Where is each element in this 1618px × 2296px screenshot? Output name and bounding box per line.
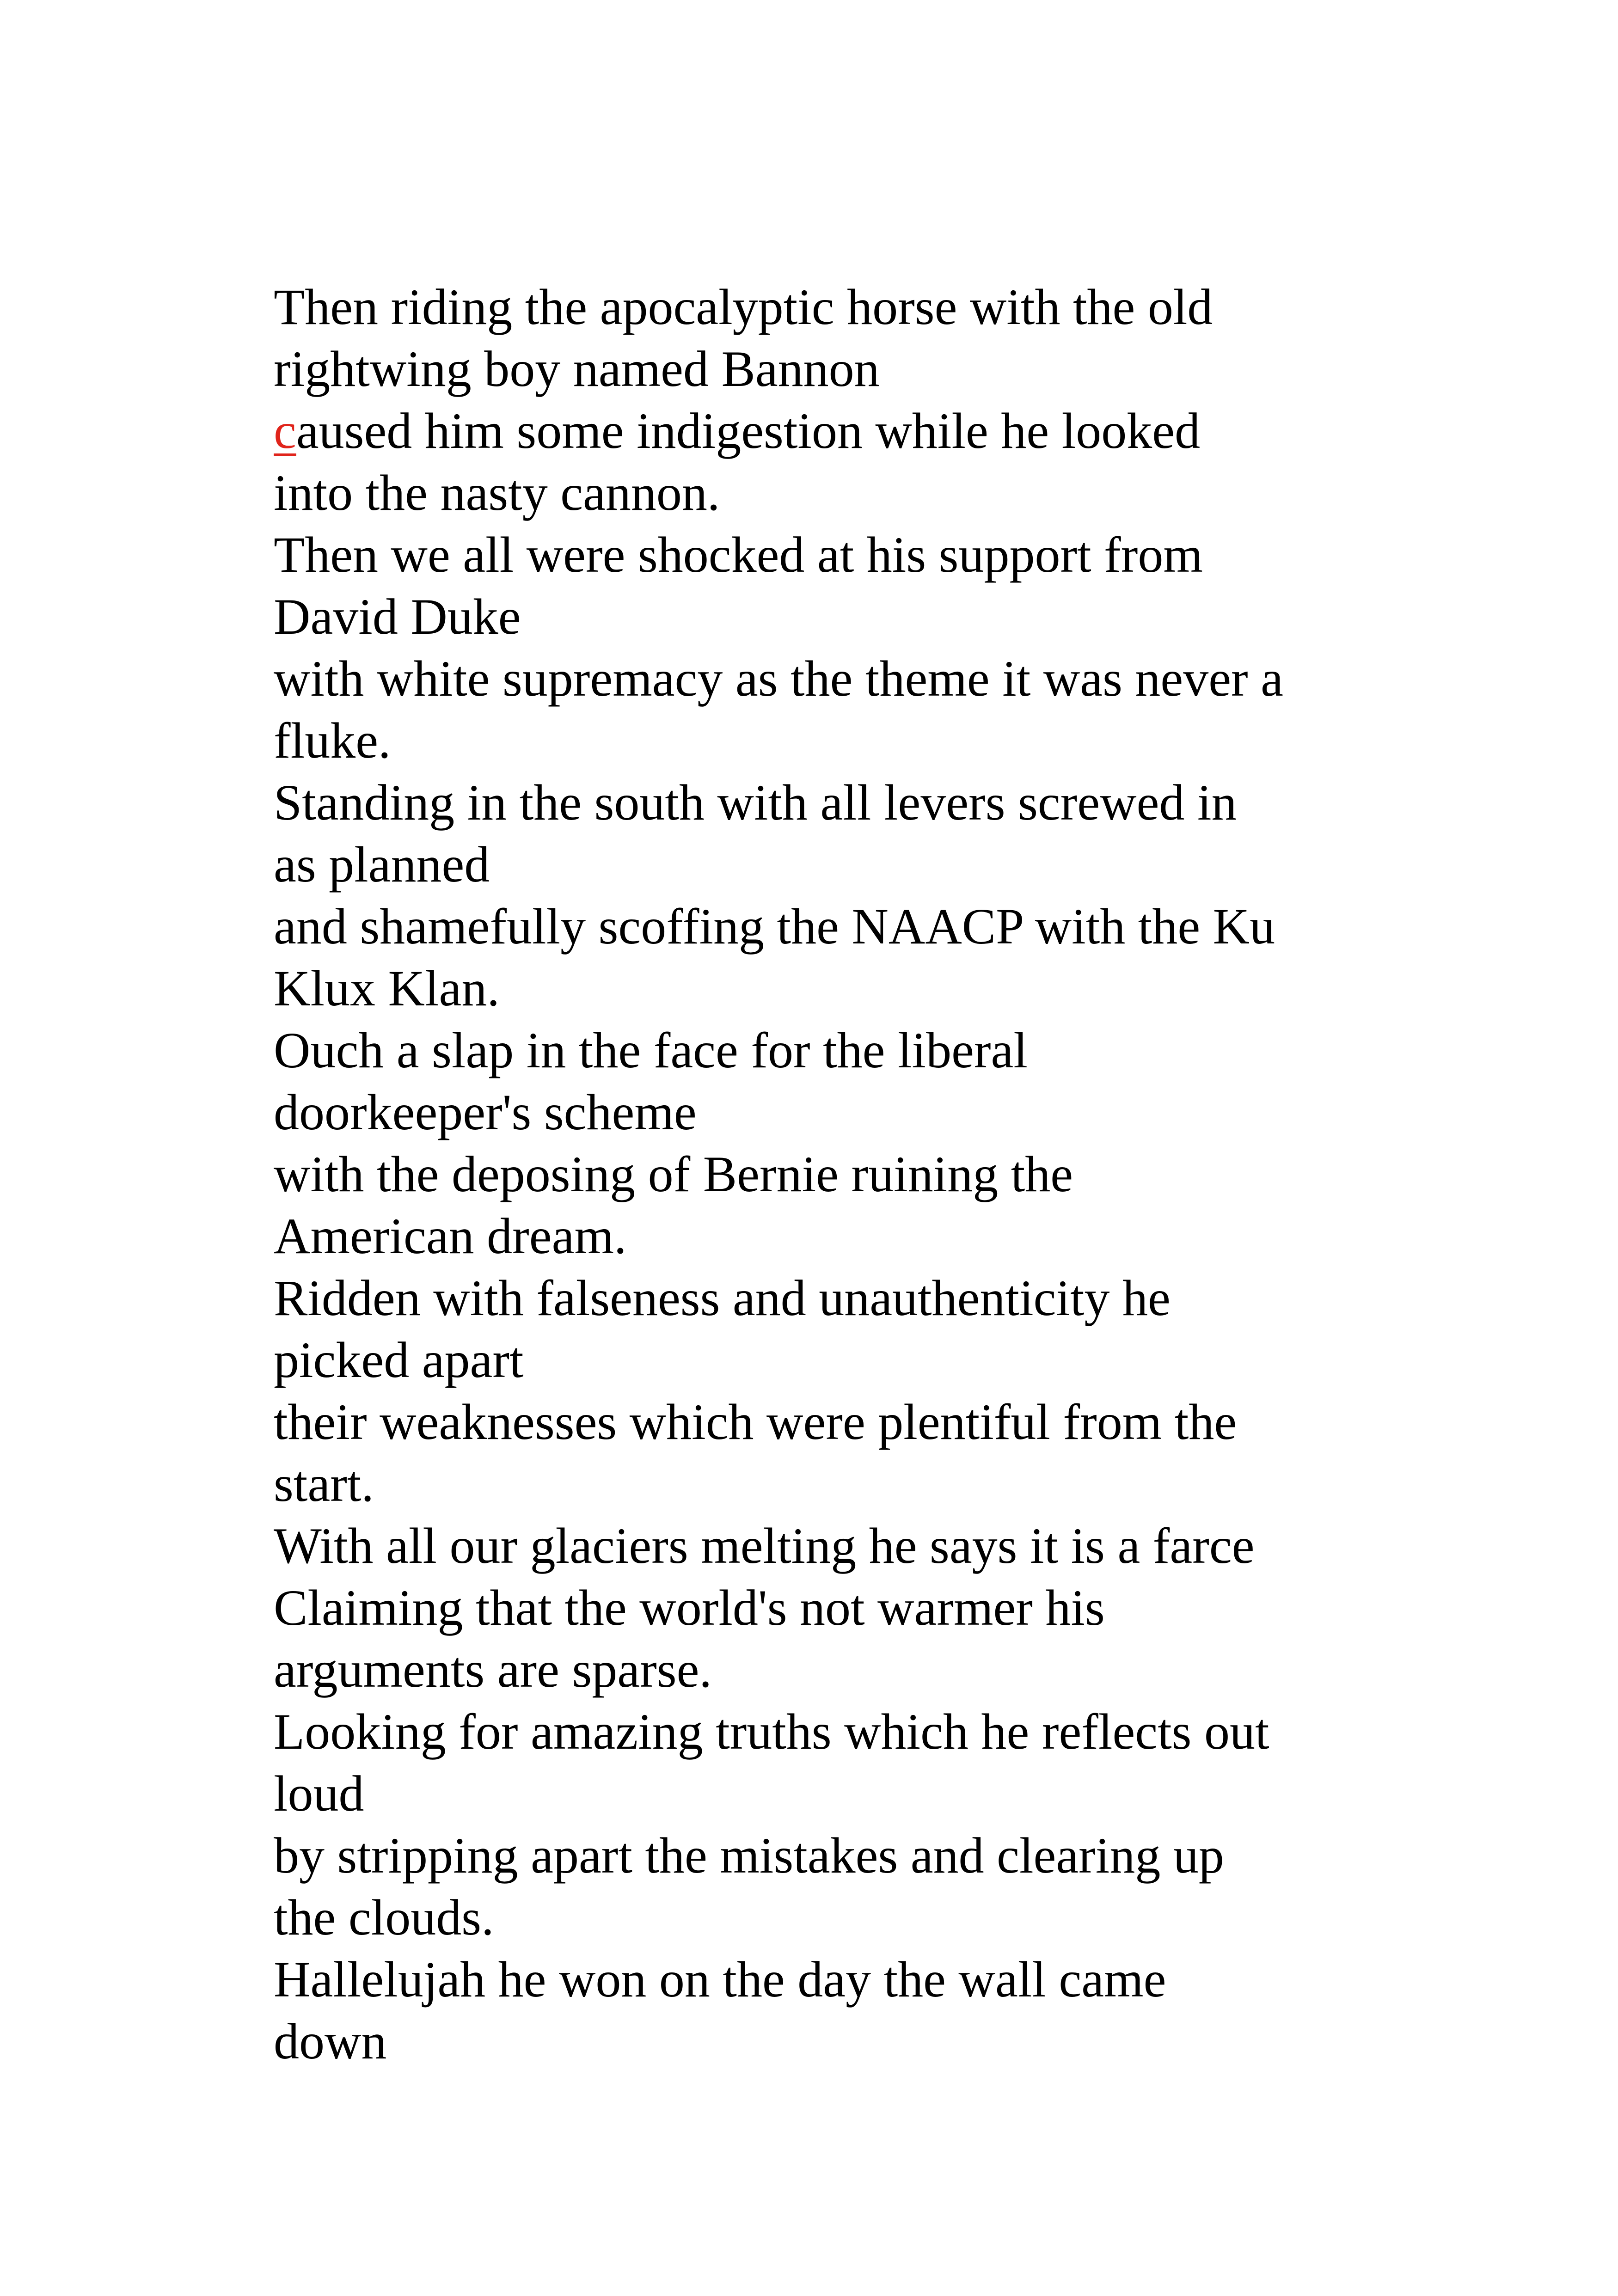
text-line: down (274, 2013, 387, 2069)
text-line: loud (274, 1765, 364, 1822)
text-line: into the nasty cannon. (274, 465, 720, 521)
text-line: and shamefully scoffing the NAACP with the Ku (274, 898, 1275, 955)
text-line: David Duke (274, 588, 521, 645)
text-line: doorkeeper's scheme (274, 1084, 697, 1140)
text-line: Standing in the south with all levers screwed in (274, 774, 1237, 831)
text-line: rightwing boy named Bannon (274, 341, 880, 397)
text-line: Looking for amazing truths which he reflects out (274, 1703, 1269, 1760)
text-line-rest: aused him some indigestion while he looked (296, 403, 1201, 459)
text-line: Claiming that the world's not warmer his (274, 1580, 1105, 1636)
text-line: start. (274, 1456, 374, 1512)
text-line: by stripping apart the mistakes and clearing up (274, 1827, 1224, 1884)
text-line: with the deposing of Bernie ruining the (274, 1146, 1073, 1202)
text-line: as planned (274, 836, 490, 893)
text-line: Then riding the apocalyptic horse with the old (274, 279, 1213, 335)
text-line: arguments are sparse. (274, 1641, 712, 1698)
text-line: American dream. (274, 1208, 627, 1264)
text-line: picked apart (274, 1332, 524, 1388)
text-line: With all our glaciers melting he says it is a farce (274, 1518, 1255, 1574)
spelling-mark: c (274, 403, 296, 459)
text-line: Ouch a slap in the face for the liberal (274, 1022, 1028, 1078)
text-line: their weaknesses which were plentiful from the (274, 1394, 1237, 1450)
text-line: with white supremacy as the theme it was never a (274, 650, 1283, 707)
text-line: fluke. (274, 712, 391, 769)
text-line (274, 400, 1383, 462)
text-line: Ridden with falseness and unauthenticity he (274, 1270, 1171, 1326)
text-line: Hallelujah he won on the day the wall came (274, 1951, 1166, 2008)
text-line: the clouds. (274, 1889, 494, 1946)
poem-text (274, 276, 1383, 2072)
text-line: Then we all were shocked at his support from (274, 527, 1203, 583)
text-line: Klux Klan. (274, 960, 500, 1016)
